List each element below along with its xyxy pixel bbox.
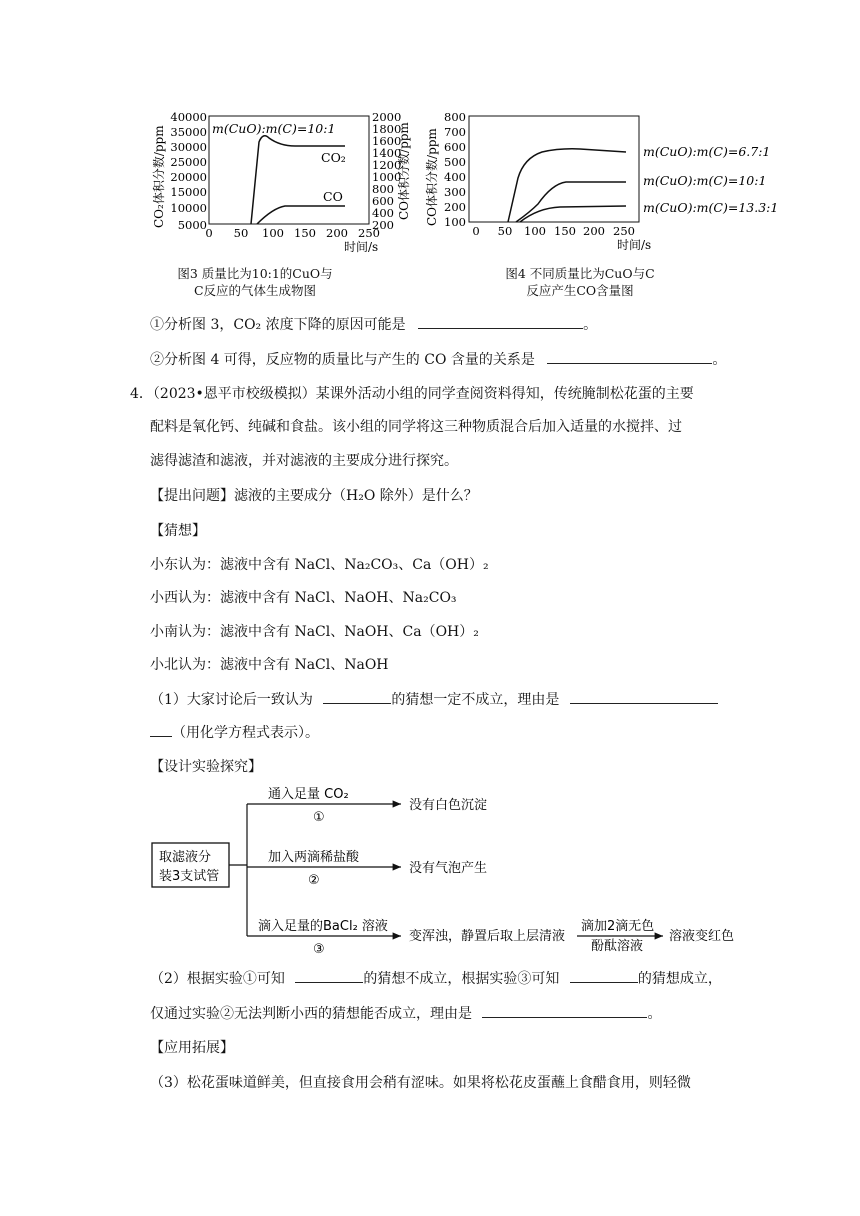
fig3-x-tick: 200 xyxy=(326,226,348,240)
fig3-left-tick: 20000 xyxy=(170,170,207,184)
q4-line3: 滤得滤渣和滤液，并对滤液的主要成分进行探究。 xyxy=(150,453,458,469)
q4-part2-b: 的猜想不成立，根据实验③可知 xyxy=(363,971,560,987)
figure-4-chart xyxy=(420,108,790,253)
fig4-x-tick: 100 xyxy=(524,224,546,238)
fig4-y-tick: 200 xyxy=(444,200,466,214)
flow-num2: ② xyxy=(308,873,320,888)
q4-apply-head: 【应用拓展】 xyxy=(150,1040,234,1056)
fig3-ratio-label: m(CuO):m(C)=10:1 xyxy=(212,121,336,136)
q4-part3: （3）松花蛋味道鲜美，但直接食用会稍有涩味。如果将松花皮蛋蘸上食醋食用，则轻微 xyxy=(150,1075,691,1091)
fig3-right-tick: 800 xyxy=(372,182,394,196)
fig3-left-tick: 15000 xyxy=(170,185,207,199)
figure-3-chart xyxy=(145,108,415,253)
q4-part2-a: （2）根据实验①可知 xyxy=(150,971,285,987)
flow-step1: 通入足量 CO₂ xyxy=(268,787,349,802)
fig4-y-tick: 800 xyxy=(444,110,466,124)
fig4-series-label: m(CuO):m(C)=6.7:1 xyxy=(643,144,771,159)
fig4-y-tick: 100 xyxy=(444,215,466,229)
flow-box-line2: 装3支试管 xyxy=(159,869,220,884)
fig4-y-tick: 600 xyxy=(444,140,466,154)
answer-blank-1b[interactable] xyxy=(570,689,718,704)
q4-guess3: 小南认为：滤液中含有 NaCl、NaOH、Ca（OH）₂ xyxy=(150,624,479,640)
fig3-right-axis-label: CO体积分数/ppm xyxy=(397,122,411,220)
fig4-caption-line2: 反应产生CO含量图 xyxy=(526,283,634,298)
fig3-co-curve xyxy=(257,206,345,224)
fig3-co-label: CO xyxy=(323,189,343,204)
fig3-right-tick: 1800 xyxy=(372,122,402,136)
fig3-x-tick: 100 xyxy=(262,226,284,240)
flow-res2: 没有气泡产生 xyxy=(409,861,488,876)
fig3-left-tick: 5000 xyxy=(177,218,207,232)
fig3-left-axis-label: CO₂体积分数/ppm xyxy=(152,125,166,228)
flow-step2: 加入两滴稀盐酸 xyxy=(268,850,360,865)
fig4-caption-line1: 图4 不同质量比为CuO与C xyxy=(505,266,655,281)
q4-guess2: 小西认为：滤液中含有 NaCl、NaOH、Na₂CO₃ xyxy=(150,590,457,606)
flow-num1: ① xyxy=(313,810,325,825)
fig4-x-tick: 200 xyxy=(583,224,605,238)
fig3-caption-line2: C反应的气体生成物图 xyxy=(193,283,317,298)
fig3-left-tick: 10000 xyxy=(170,201,207,215)
q4-part1-cont xyxy=(150,722,319,743)
fig3-co2-curve xyxy=(251,136,345,224)
flow-num3: ③ xyxy=(313,942,325,955)
question-b-end: 。 xyxy=(712,352,727,368)
fig4-series-label: m(CuO):m(C)=13.3:1 xyxy=(643,200,779,215)
answer-blank-a[interactable] xyxy=(418,314,583,329)
flow-res1: 没有白色沉淀 xyxy=(409,798,488,813)
answer-blank-2c[interactable] xyxy=(482,1003,647,1018)
fig3-x-tick: 250 xyxy=(358,226,380,240)
question-a-text: ①分析图 3，CO₂ 浓度下降的原因可能是 xyxy=(150,317,406,333)
question-b xyxy=(150,349,726,370)
q4-line2: 配料是氧化钙、纯碱和食盐。该小组的同学将这三种物质混合后加入适量的水搅拌、过 xyxy=(150,419,682,435)
answer-blank-2a[interactable] xyxy=(295,968,363,983)
experiment-flow-diagram xyxy=(145,780,745,955)
answer-blank-1c[interactable] xyxy=(150,722,172,737)
fig4-curve-10 xyxy=(516,182,626,222)
fig4-x-tick: 0 xyxy=(472,224,480,238)
q4-part2-c: 的猜想成立， xyxy=(637,971,722,987)
q4-part2 xyxy=(150,968,722,989)
fig3-right-tick: 600 xyxy=(372,194,394,208)
fig4-x-tick: 250 xyxy=(613,224,635,238)
q4-part1-c: （用化学方程式表示）。 xyxy=(172,725,319,741)
q4-part2-cont xyxy=(150,1003,661,1024)
fig3-right-tick: 1400 xyxy=(372,146,402,160)
fig3-left-tick: 40000 xyxy=(170,110,207,124)
q4-part2-e: 。 xyxy=(647,1006,662,1022)
flow-res3: 变浑浊，静置后取上层清液 xyxy=(409,929,566,944)
fig3-co2-label: CO₂ xyxy=(321,150,346,165)
q4-part1-b: 的猜想一定不成立，理由是 xyxy=(391,692,560,708)
q4-design-head: 【设计实验探究】 xyxy=(150,759,262,775)
flow-step4-top: 滴加2滴无色 xyxy=(581,919,655,934)
fig3-right-tick: 400 xyxy=(372,206,394,220)
fig3-caption xyxy=(160,265,350,299)
question-a xyxy=(150,314,597,335)
flow-step3: 滴入足量的BaCl₂ 溶液 xyxy=(258,919,388,934)
fig4-y-tick: 700 xyxy=(444,125,466,139)
fig3-x-tick: 50 xyxy=(233,226,249,240)
fig4-curve-13.3 xyxy=(520,206,626,222)
fig3-left-tick: 25000 xyxy=(170,155,207,169)
q4-question: 【提出问题】滤液的主要成分（H₂O 除外）是什么？ xyxy=(150,488,478,504)
q4-part2-d: 仅通过实验②无法判断小西的猜想能否成立，理由是 xyxy=(150,1006,472,1022)
fig4-y-tick: 400 xyxy=(444,170,466,184)
flow-res4: 溶液变红色 xyxy=(669,929,735,944)
fig4-y-axis-label: CO体积分数/ppm xyxy=(425,128,439,226)
fig3-right-tick: 1200 xyxy=(372,158,402,172)
q4-guess4: 小北认为：滤液中含有 NaCl、NaOH xyxy=(150,657,389,673)
fig3-x-tick: 0 xyxy=(205,226,213,240)
q4-line1: 4．（2023•恩平市校级模拟）某课外活动小组的同学查阅资料得知，传统腌制松花蛋的主要 xyxy=(130,386,694,402)
q4-part1 xyxy=(150,689,718,710)
flow-box-line1: 取滤液分 xyxy=(159,850,212,865)
fig4-y-tick: 300 xyxy=(444,185,466,199)
question-b-text: ②分析图 4 可得，反应物的质量比与产生的 CO 含量的关系是 xyxy=(150,352,535,368)
q4-guess-head: 【猜想】 xyxy=(150,523,206,539)
q4-part1-a: （1）大家讨论后一致认为 xyxy=(150,692,313,708)
fig3-caption-line1: 图3 质量比为10:1的CuO与 xyxy=(177,266,333,281)
fig3-right-tick: 1000 xyxy=(372,170,402,184)
flow-step4-bottom: 酚酞溶液 xyxy=(591,939,644,954)
fig4-x-tick: 50 xyxy=(497,224,513,238)
q4-guess1: 小东认为：滤液中含有 NaCl、Na₂CO₃、Ca（OH）₂ xyxy=(150,557,489,573)
fig3-right-tick: 1600 xyxy=(372,134,402,148)
answer-blank-2b[interactable] xyxy=(570,968,638,983)
fig3-right-tick: 2000 xyxy=(372,110,402,124)
fig3-x-tick: 150 xyxy=(294,226,316,240)
fig4-curve-6.7 xyxy=(508,149,626,222)
fig4-x-tick: 150 xyxy=(554,224,576,238)
fig3-x-label: 时间/s xyxy=(344,240,379,253)
fig3-left-tick: 35000 xyxy=(170,125,207,139)
fig4-caption xyxy=(480,265,680,299)
answer-blank-1a[interactable] xyxy=(323,689,391,704)
answer-blank-b[interactable] xyxy=(547,349,712,364)
fig4-x-label: 时间/s xyxy=(617,238,652,252)
fig3-right-tick: 200 xyxy=(372,218,394,232)
fig3-left-tick: 30000 xyxy=(170,140,207,154)
fig4-y-tick: 500 xyxy=(444,155,466,169)
fig4-series-label: m(CuO):m(C)=10:1 xyxy=(643,173,767,188)
question-a-end: 。 xyxy=(583,317,598,333)
